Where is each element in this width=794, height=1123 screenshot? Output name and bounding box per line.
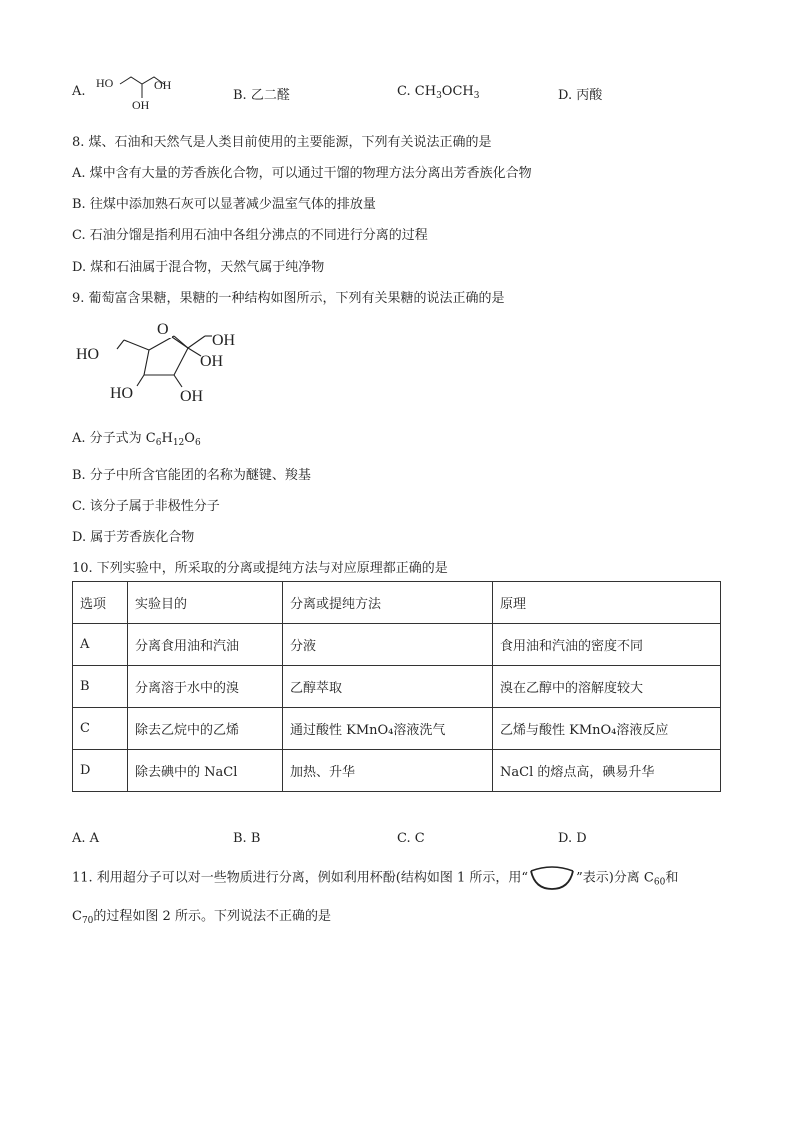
- q7-glycerol-structure: [94, 72, 184, 112]
- table-row: [73, 750, 721, 792]
- q8-option-a: A. 煤中含有大量的芳香族化合物，可以通过干馏的物理方法分离出芳香族化合物: [72, 166, 532, 181]
- q9-formula-sub: 12: [172, 438, 185, 448]
- q8-option-c: C. 石油分馏是指利用石油中各组分沸点的不同进行分离的过程: [72, 228, 428, 243]
- table-cell: NaCl 的熔点高，碘易升华: [493, 750, 721, 792]
- q9-ho-bottom: HO: [110, 385, 134, 402]
- q7-formula-part: CH: [414, 84, 437, 99]
- q9-formula-part: H: [161, 431, 173, 446]
- q11-text: C: [72, 909, 82, 924]
- table-header-cell: 原理: [493, 582, 721, 624]
- q7-option-d-text: 丙酸: [576, 88, 603, 103]
- q9-ring-oxygen: O: [157, 321, 169, 338]
- q11-sub: 60: [653, 877, 666, 888]
- q7-formula-sub: 3: [436, 91, 442, 101]
- q9-ho-left: HO: [76, 346, 100, 363]
- q9-fructose-structure: [72, 318, 252, 410]
- q7-option-b-text: 乙二醛: [250, 88, 290, 103]
- q9-stem: 9. 葡萄富含果糖，果糖的一种结构如图所示，下列有关果糖的说法正确的是: [72, 291, 505, 306]
- q9-oh-mid: OH: [200, 353, 224, 370]
- q9-option-c: C. 该分子属于非极性分子: [72, 499, 220, 514]
- table-cell: 溴在乙醇中的溶解度较大: [493, 666, 721, 708]
- q9-formula-part: O: [184, 431, 195, 446]
- table-row: [73, 624, 721, 666]
- q7-oh-right: OH: [154, 78, 172, 92]
- q7-option-c: [397, 84, 479, 101]
- q8-option-b: B. 往煤中添加熟石灰可以显著减少温室气体的排放量: [72, 197, 376, 212]
- table-row: [73, 666, 721, 708]
- table-cell: 通过酸性 KMnO₄溶液洗气: [283, 708, 493, 750]
- q7-formula-part: OCH: [441, 84, 474, 99]
- q7-formula-sub: 3: [473, 91, 480, 101]
- q7-option-a-label: A.: [72, 84, 86, 99]
- q7-option-b-label: B.: [233, 88, 247, 103]
- q9-option-b: B. 分子中所含官能团的名称为醚键、羧基: [72, 468, 311, 483]
- table-cell: C: [73, 708, 128, 750]
- table-cell: 食用油和汽油的密度不同: [493, 624, 721, 666]
- table-cell: 分离溶于水中的溴: [128, 666, 283, 708]
- table-cell: 乙醇萃取: [283, 666, 493, 708]
- table-header-cell: 选项: [73, 582, 128, 624]
- table-header-row: [73, 582, 721, 624]
- table-cell: 加热、升华: [283, 750, 493, 792]
- table-row: [73, 708, 721, 750]
- table-header-cell: 分离或提纯方法: [283, 582, 493, 624]
- table-cell: A: [73, 624, 128, 666]
- table-cell: 分液: [283, 624, 493, 666]
- q7-option-d: [558, 84, 602, 103]
- table-cell: 除去乙烷中的乙烯: [128, 708, 283, 750]
- calixarene-bowl-icon: [529, 865, 575, 891]
- q10-answer-c: C. C: [397, 831, 425, 846]
- q11-stem-line2: [72, 905, 331, 926]
- q10-answer-b: B. B: [233, 831, 261, 846]
- q9-formula-part: C: [145, 431, 156, 446]
- q9-oh-bottom: OH: [180, 388, 204, 405]
- q7-option-c-label: C.: [397, 84, 411, 99]
- q10-answer-a: A. A: [72, 831, 100, 846]
- q11-text: 和: [665, 870, 679, 886]
- q9-option-a-text: A. 分子式为: [72, 431, 142, 446]
- q8-option-d: D. 煤和石油属于混合物，天然气属于纯净物: [72, 260, 325, 275]
- q11-text: 的过程如图 2 所示。下列说法不正确的是: [93, 909, 331, 924]
- q11-text: ”表示)分离 C: [576, 870, 654, 886]
- q9-option-d: D. 属于芳香族化合物: [72, 530, 195, 545]
- q11-sub: 70: [81, 916, 94, 926]
- table-cell: D: [73, 750, 128, 792]
- q10-stem: 10. 下列实验中，所采取的分离或提纯方法与对应原理都正确的是: [72, 561, 448, 576]
- table-cell: 除去碘中的 NaCl: [128, 750, 283, 792]
- q11-stem-line1: [72, 865, 678, 891]
- q9-oh-top: OH: [212, 332, 236, 349]
- q9-formula-sub: 6: [194, 438, 201, 448]
- q7-option-d-label: D.: [558, 88, 573, 103]
- q10-table: [72, 581, 721, 792]
- q10-answer-d: D. D: [558, 831, 587, 846]
- q9-option-a: [72, 427, 201, 448]
- q11-text: 11. 利用超分子可以对一些物质进行分离，例如利用杯酚(结构如图 1 所示，用“: [72, 870, 529, 886]
- table-header-cell: 实验目的: [128, 582, 283, 624]
- q9-formula-sub: 6: [155, 438, 162, 448]
- table-cell: 分离食用油和汽油: [128, 624, 283, 666]
- q7-ho-left: HO: [96, 76, 114, 90]
- table-cell: 乙烯与酸性 KMnO₄溶液反应: [493, 708, 721, 750]
- table-cell: B: [73, 666, 128, 708]
- q7-option-b: [233, 84, 290, 103]
- q8-stem: 8. 煤、石油和天然气是人类目前使用的主要能源，下列有关说法正确的是: [72, 135, 492, 150]
- q7-oh-bottom: OH: [132, 98, 150, 112]
